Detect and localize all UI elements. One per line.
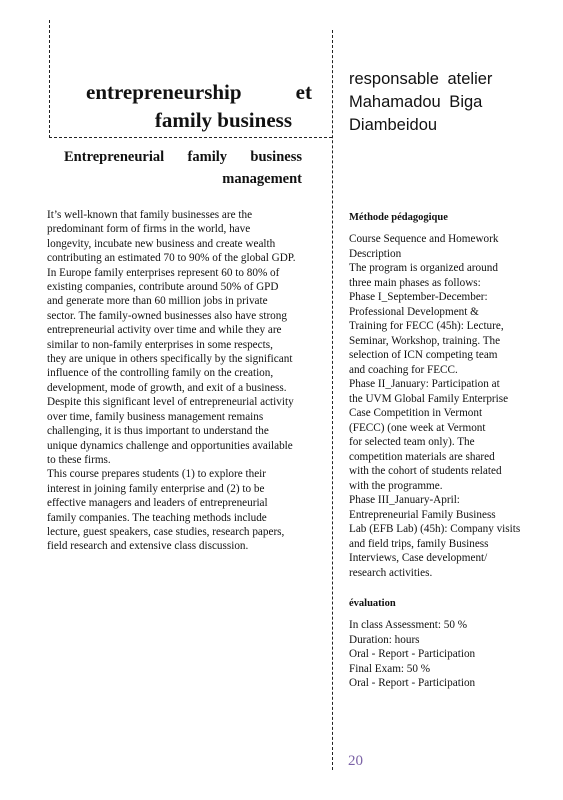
evaluation-text: In class Assessment: 50 % Duration: hours Oral - Report - Participation Final Exam: 50 % Oral - Report - Participation — [349, 619, 476, 689]
title-line-2: family business — [154, 108, 292, 132]
title-line-1: entrepreneurship et — [86, 80, 312, 104]
page-number: 20 — [348, 753, 363, 769]
course-description: It’s well-known that family businesses are the predominant form of firms in the world, have longevity, incubate new business and create wealth contributing an estimated 70 to 90% of the global GDP. In Europe family enterprises represent 60 to 80% of existing companies, contribute around 50% of GPD and generate more than 60 million jobs in private sector. The family-owned businesses also have strong entrepreneurial activity over time and while they are similar to non-family enterprises in some respects, they are unique in others specifically by the significant influence of the controlling family on the creation, development, mode of growth, and exit of a business. Despite this significant level of entrepreneurial activity over time, family business management remains challenging, it is thus important to understand the unique dynamics challenge and opportunities available to these firms. This course prepares students (1) to explore their interest in joining family enterprise and (2) to be effective managers and leaders of entrepreneurial family companies. The teaching methods include lecture, guest speakers, case studies, research papers, field research and extensive class discussion. — [47, 209, 296, 553]
page-subtitle: Entrepreneurial family business management — [64, 149, 302, 187]
evaluation-heading: évaluation — [349, 598, 396, 609]
responsable-block — [349, 68, 549, 137]
methode-heading: Méthode pédagogique — [349, 212, 448, 223]
header-dashed-divider — [49, 137, 332, 138]
methode-text: Course Sequence and Homework Description The program is organized around three main phases as follows: Phase I_September-December: Professional Development & Training for FECC (45h): Lecture, Seminar, Workshop, training. The selection of ICN competing team and coaching for FECC. Phase II_January: Participation at the UVM Global Family Enterprise Case Competition in Vermont (FECC) (one week at Vermont for selected team only). The competition materials are shared with the cohort of students related with the programme. Phase III_January-April: Entrepreneurial Family Business Lab (EFB Lab) (45h): Company visits and field trips, family Business Interviews, Case development/ research activities. — [349, 233, 521, 579]
left-dashed-border — [49, 20, 50, 138]
responsable-name-2: Diambeidou — [349, 116, 438, 134]
column-dashed-divider — [332, 30, 333, 770]
responsable-name-1: Mahamadou Biga — [349, 93, 483, 111]
page-title — [86, 78, 312, 134]
responsable-label: responsable atelier — [349, 70, 493, 88]
